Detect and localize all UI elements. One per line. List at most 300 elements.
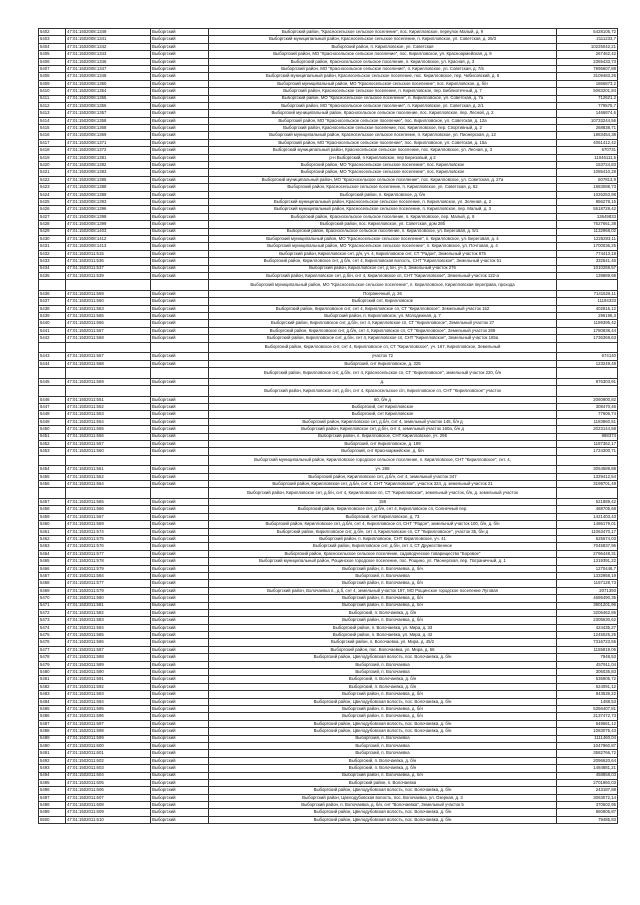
cadastral-value-cell: 268838,71 (557, 125, 618, 132)
district-cell: Выборгский (151, 132, 209, 139)
table-row (39, 95, 618, 102)
address-cell: Выборгский район, Цвелодубовская волость, пос. Волочаевка, д. б/н (209, 698, 557, 705)
cadastral-number-cell: 47:01:1502008:1385 (66, 176, 151, 183)
cadastral-number-cell: 47:01:1502011:602 (66, 757, 151, 764)
row-number-cell: 5426 (39, 206, 66, 213)
district-cell: Выборгский (151, 418, 209, 425)
table-row (39, 58, 618, 65)
table-row (39, 235, 618, 242)
table-row (39, 360, 618, 367)
cadastral-number-cell: 47:01:1502011:579 (66, 565, 151, 572)
address-cell: Выборгский, снт Кирилловское (209, 411, 557, 418)
district-cell (151, 342, 209, 353)
row-number-cell (39, 342, 66, 353)
cadastral-number-cell: 47:01:1502011:566 (66, 506, 151, 513)
cadastral-number-cell: 47:01:1502011:539 (66, 272, 151, 279)
cadastral-number-cell: 47:01:1502011:565 (66, 499, 151, 506)
address-cell: Выборгский, п. Волочаевка (209, 742, 557, 749)
address-cell: Выборгский район, п. Волочаевка, д. б/н (209, 713, 557, 720)
cadastral-value-cell: 10733244,56 (557, 117, 618, 124)
table-row (39, 595, 618, 602)
row-number-cell: 5410 (39, 88, 66, 95)
address-cell: Выборгский район, Красносельское сельское поселение, п. Кирилловское, ул. Красная, д. 3 (209, 58, 557, 65)
cadastral-number-cell: 47:01:1502008:1368 (66, 125, 151, 132)
district-cell: Выборгский (151, 176, 209, 183)
cadastral-number-cell: 47:01:1502008:1350 (66, 80, 151, 87)
cadastral-value-cell: 11063470,17 (557, 528, 618, 535)
address-cell: Выборгский район, п. Кирилловское, СНТ Кирилловское, уч. 295 (209, 433, 557, 440)
row-number-cell: 5438 (39, 305, 66, 312)
district-cell: Выборгский (151, 403, 209, 410)
table-row (39, 162, 618, 169)
table-row (39, 206, 618, 213)
row-number-cell: 5485 (39, 705, 66, 712)
row-number-cell: 5421 (39, 169, 66, 176)
table-row (39, 396, 618, 403)
cadastral-value-cell (557, 385, 618, 396)
district-cell: Выборгский (151, 29, 209, 36)
district-cell: Выборгский (151, 816, 209, 823)
cadastral-number-cell: 47:01:1502011:583 (66, 617, 151, 624)
table-row (39, 565, 618, 572)
cadastral-value-cell: 1245025,25 (557, 632, 618, 639)
cadastral-number-cell: 47:01:1502011:569 (66, 521, 151, 528)
district-cell: Выборгский (151, 617, 209, 624)
row-number-cell: 5484 (39, 698, 66, 705)
cadastral-value-cell: 370502,95 (557, 802, 618, 809)
district-cell: Выборгский (151, 809, 209, 816)
address-cell: Выборгский район, Цвелодубовская волость, пос. Волочаевка, д. б/н (209, 816, 557, 823)
district-cell: Выборгский (151, 669, 209, 676)
table-row (39, 433, 618, 440)
district-cell: Выборгский (151, 213, 209, 220)
row-number-cell: 5433 (39, 258, 66, 265)
cadastral-value-cell: 267462,42 (557, 51, 618, 58)
district-cell: Выборгский (151, 550, 209, 557)
table-row (39, 169, 618, 176)
district-cell: Выборгский (151, 691, 209, 698)
cadastral-value-cell: 1167128,73 (557, 580, 618, 587)
row-number-cell (39, 455, 66, 466)
table-row (39, 132, 618, 139)
district-cell: Выборгский (151, 742, 209, 749)
cadastral-value-cell: 4686490,35 (557, 595, 618, 602)
address-cell: Выборгский район, Кирилловское снт, д.б/н, снт 4, Красносельское сп, СТ "Кирилловское", земельный участок 220, б/н (209, 367, 557, 378)
address-cell: Выборгский район, п. Волочаевка, д. б/н (209, 580, 557, 587)
cadastral-value-cell: 123249,48 (557, 360, 618, 367)
row-number-cell: 5459 (39, 513, 66, 520)
district-cell: Выборгский (151, 528, 209, 535)
table-row (39, 558, 618, 565)
address-cell: Выборгский снт, Кирилловское (209, 298, 557, 305)
address-cell: Выборгский район, МО "Красносельское сельское поселение", п. Кирилловское, ул. Советская, д. 2/1 (209, 102, 557, 109)
district-cell: Выборгский (151, 36, 209, 43)
cadastral-number-cell: 47:01:1502008:1396 (66, 206, 151, 213)
table-row (39, 757, 618, 764)
table-row (39, 735, 618, 742)
row-number-cell: 5475 (39, 632, 66, 639)
district-cell: Выборгский (151, 661, 209, 668)
cadastral-value-cell: 488705,68 (557, 506, 618, 513)
address-cell: Выборгский район, МО "Красносельское сельское поселение", пос. Кирилловское (209, 162, 557, 169)
district-cell: Выборгский (151, 632, 209, 639)
district-cell: Выборгский (151, 221, 209, 228)
cadastral-number-cell: 47:01:1502011:591 (66, 676, 151, 683)
table-row (39, 728, 618, 735)
district-cell: Выборгский (151, 676, 209, 683)
row-number-cell: 5434 (39, 265, 66, 272)
cadastral-value-cell: 2111233,7 (557, 36, 618, 43)
district-cell: Выборгский (151, 802, 209, 809)
district-cell: Выборгский (151, 206, 209, 213)
cadastral-value-cell: 1010259,57 (557, 265, 618, 272)
district-cell: Выборгский (151, 705, 209, 712)
row-number-cell: 5411 (39, 95, 66, 102)
cadastral-value-cell: 7995607,88 (557, 65, 618, 72)
address-cell: Выборгский муниципальный район, Красносельское сельское поселение, пос. Кирилловское, пер. Чибисовский, д. 8 (209, 73, 557, 80)
address-cell: Выборгский район, Красносельское сельское поселение, садоводческое товарищество "Боровое" (209, 550, 557, 557)
row-number-cell: 5500 (39, 816, 66, 823)
district-cell: Выборгский (151, 102, 209, 109)
table-row (39, 654, 618, 661)
address-cell: Выборгский район, п. Волочаевка, ул. Мира, д. 33 (209, 624, 557, 631)
address-cell: Выборгский район, Волочаевка п., д.б, снт 4, земельный участок 197, МО Рощинское городское поселение Луговая (209, 587, 557, 594)
row-number-cell: 5429 (39, 228, 66, 235)
table-row (39, 632, 618, 639)
cadastral-number-cell: 47:01:1502011:606 (66, 787, 151, 794)
row-number-cell: 5425 (39, 198, 66, 205)
district-cell: Выборгский (151, 624, 209, 631)
row-number-cell: 5423 (39, 184, 66, 191)
table-row (39, 327, 618, 334)
table-row (39, 110, 618, 117)
cadastral-number-cell: 47:01:1502011:595 (66, 705, 151, 712)
cadastral-value-cell: 1866873,2 (557, 80, 618, 87)
district-cell: Выборгский (151, 51, 209, 58)
table-row (39, 455, 618, 466)
district-cell: Выборгский (151, 335, 209, 342)
table-row (39, 720, 618, 727)
table-row (39, 272, 618, 279)
district-cell: Выборгский (151, 258, 209, 265)
address-cell: Выборгский, п. Волочаевка, д. б/н (209, 757, 557, 764)
row-number-cell: 5417 (39, 139, 66, 146)
table-row (39, 609, 618, 616)
row-number-cell: 5445 (39, 378, 66, 385)
address-cell: Выборгский район, п. Волочаевка, д. б/н (209, 691, 557, 698)
address-cell: уч. 288 (209, 466, 557, 473)
row-number-cell: 5427 (39, 213, 66, 220)
row-number-cell: 5467 (39, 572, 66, 579)
row-number-cell: 5470 (39, 595, 66, 602)
table-row (39, 580, 618, 587)
address-cell: Выборгский, снт Кирилловское, д. 325 (209, 360, 557, 367)
district-cell: Выборгский (151, 720, 209, 727)
cadastral-value-cell: 5518728,42 (557, 206, 618, 213)
table-row (39, 73, 618, 80)
address-cell: Выборгский, п. Волочаевка, д. б/н (209, 683, 557, 690)
address-cell: Выборгский район, МО "Красносельское сельское поселение", пос. Кирилловское, ул. Красноармейская, д. 9 (209, 51, 557, 58)
cadastral-value-cell: 5428105,72 (557, 29, 618, 36)
cadastral-number-cell: 47:01:1502011:581 (66, 602, 151, 609)
row-number-cell: 5414 (39, 117, 66, 124)
table-row (39, 765, 618, 772)
table-row (39, 587, 618, 594)
table-row (39, 320, 618, 327)
address-cell: Выборгский муниципальный район, Рощинское городское поселение, пос. Рощино, ул. Пионерская, пер. Пограничный, д. 1 (209, 558, 557, 565)
cadastral-value-cell: 1329412,54 (557, 473, 618, 480)
address-cell: Выборгский, п. Волочаевка (209, 669, 557, 676)
address-cell: Выборгский район, Кирилловское снт, снт 4, Кирилловское сп, СТ "Кирилловское", Земельный участок 152 (209, 305, 557, 312)
cadastral-value-cell (557, 455, 618, 466)
row-number-cell: 5430 (39, 235, 66, 242)
row-number-cell: 5409 (39, 80, 66, 87)
table-row (39, 521, 618, 528)
address-cell: Выборгский район, Кирилловское снт, д/н, уч. 4, Кирилловское снт, СТ "Радон", Земельный участок 875 (209, 250, 557, 257)
row-number-cell: 5413 (39, 110, 66, 117)
cadastral-number-cell: 47:01:1502011:600 (66, 742, 151, 749)
district-cell: Выборгский (151, 191, 209, 198)
cadastral-number-cell: 47:01:1502011:576 (66, 543, 151, 550)
district-cell: Выборгский (151, 587, 209, 594)
table-row (39, 36, 618, 43)
row-number-cell: 5419 (39, 154, 66, 161)
address-cell: Выборгский район, п. Волочаевка, д. б/н (209, 772, 557, 779)
district-cell: Выборгский (151, 698, 209, 705)
cadastral-value-cell: 843536,22 (557, 691, 618, 698)
district-cell: Выборгский (151, 198, 209, 205)
row-number-cell: 5483 (39, 691, 66, 698)
row-number-cell: 5418 (39, 147, 66, 154)
address-cell: Выборгский район, МО "Красносельское сельское поселение", п. Кирилловское, ул. Советская, д. 7а (209, 95, 557, 102)
row-number-cell: 5441 (39, 327, 66, 334)
row-number-cell: 5476 (39, 639, 66, 646)
row-number-cell: 5463 (39, 543, 66, 550)
address-cell: Выборгский район, МО "Красносельское сельское поселение", пос. Кирилловское, ул. Советская, д. 15а (209, 139, 557, 146)
district-cell: Выборгский (151, 360, 209, 367)
table-row (39, 772, 618, 779)
district-cell: Выборгский (151, 772, 209, 779)
address-cell: Выборгский район, п. Волочаевка, д. б/н (209, 595, 557, 602)
address-cell: Выборгский район, Цвелодубовская волость, пос. Волочаевка, д. б/н (209, 787, 557, 794)
table-row (39, 513, 618, 520)
address-cell: Выборгский район, Кирилловское снт, д.б/н, снт 4, Красносельское с/п, Кирилловское сп, СНТ "Кирилловское" участок (209, 385, 557, 396)
district-cell: Выборгский (151, 228, 209, 235)
cadastral-value-cell: 712621,2 (557, 95, 618, 102)
row-number-cell: 5420 (39, 162, 66, 169)
cadastral-value-cell: 1183860,51 (557, 418, 618, 425)
cadastral-number-cell: 47:01:1502011:594 (66, 698, 151, 705)
cadastral-value-cell: 79485,83 (557, 816, 618, 823)
address-cell: Выборгский, п. Волочаевка (209, 750, 557, 757)
cadastral-value-cell: 308470,46 (557, 403, 618, 410)
address-cell: Выборгский район, Кирилловское снт, д.б/н, снт 4, Кирилловское сп, СНТ "Радон", земельный участок 100, б/н, д. б/н (209, 521, 557, 528)
cadastral-number-cell: 47:01:1502011:604 (66, 772, 151, 779)
address-cell: Выборгский муниципальный район, Красносельское сельское поселение, п. Кирилловское, ул. Пионерская, д. 12 (209, 132, 557, 139)
cadastral-number-cell (66, 367, 151, 378)
district-cell: Выборгский (151, 713, 209, 720)
address-cell: Выборгский муниципальный район, Красносельское сельское поселение, п. Кирилловское, ул. Зеленая, д. 2 (209, 198, 557, 205)
cadastral-number-cell: 47:01:1502011:607 (66, 794, 151, 801)
address-cell: Выборгский район, п. Волочаевка, д. б/н (209, 617, 557, 624)
table-row (39, 298, 618, 305)
row-number-cell: 5456 (39, 481, 66, 488)
address-cell: Выборгский, п. Волочаевка, д. б/н (209, 676, 557, 683)
district-cell: Выборгский (151, 466, 209, 473)
district-cell: Выборгский (151, 184, 209, 191)
cadastral-number-cell (66, 280, 151, 291)
address-cell: Выборгский район, Красносельское сельское поселение, пос. Кирилловское, пер. Спортивный, д. 2 (209, 125, 557, 132)
cadastral-value-cell (557, 488, 618, 499)
table-row (39, 65, 618, 72)
address-cell: р-н Выборгский, п Кирилловское, пер Березовый, д 2 (209, 154, 557, 161)
address-cell: Выборгский район, Красносельское сельское поселение, п. Кирилловское, ул. Советская, д. 52 (209, 184, 557, 191)
district-cell: Выборгский (151, 448, 209, 455)
cadastral-number-cell: 47:01:1502011:577 (66, 580, 151, 587)
row-number-cell: 5462 (39, 536, 66, 543)
cadastral-number-cell: 47:01:1502011:566 (66, 320, 151, 327)
cadastral-number-cell: 47:01:1502008:1393 (66, 198, 151, 205)
cadastral-value-cell: 860905,87 (557, 809, 618, 816)
cadastral-value-cell: 296196,3 (557, 313, 618, 320)
table-row (39, 213, 618, 220)
cadastral-value-cell: 670731 (557, 147, 618, 154)
address-cell: Выборгский, п. Волочаевка (209, 572, 557, 579)
address-cell: Выборгский район, п. Кирилловское, ул. Молодежная, д. 7 (209, 313, 557, 320)
cadastral-value-cell: 1736368,63 (557, 335, 618, 342)
table-row (39, 176, 618, 183)
address-cell: Выборгский район, Кирилловское снт, снт 4, Кирилловское сп, СТ "Кирилловское", уч. 167, Кирилловское, Земельный (209, 342, 557, 353)
row-number-cell: 5478 (39, 654, 66, 661)
cadastral-number-cell: 47:01:1502008:1369 (66, 132, 151, 139)
address-cell: Выборгский район, пос. Кирилловское, ул. Советская, дом 28б (209, 221, 557, 228)
cadastral-number-cell: 47:01:1502011:537 (66, 265, 151, 272)
cadastral-value-cell: 1225283,11 (557, 235, 618, 242)
cadastral-value-cell: 3109483,26 (557, 73, 618, 80)
cadastral-value-cell: 1700036,25 (557, 243, 618, 250)
cadastral-value-cell: 7948,53 (557, 654, 618, 661)
row-number-cell (39, 488, 66, 499)
cadastral-number-cell: 47:01:1502011:563 (66, 305, 151, 312)
cadastral-number-cell (66, 342, 151, 353)
cadastral-number-cell: 47:01:1502011:567 (66, 513, 151, 520)
address-cell: Выборгский район, Цвелодубовская волость, пос. Волочаевка, д. б/н (209, 809, 557, 816)
district-cell: Выборгский (151, 272, 209, 279)
address-cell: Выборгский район, п. Волочаевка, д. б/н (209, 565, 557, 572)
table-row (39, 125, 618, 132)
address-cell: Выборгский муниципальный район, Красносельское сельское поселение, п. Кирилловское, пер. Малый, д. 3 (209, 206, 557, 213)
table-row (39, 550, 618, 557)
cadastral-value-cell: 3582766,72 (557, 750, 618, 757)
row-number-cell: 5468 (39, 580, 66, 587)
cadastral-number-cell: 47:01:1502011:568 (66, 360, 151, 367)
district-cell (151, 455, 209, 466)
cadastral-number-cell: 47:01:1502011:560 (66, 298, 151, 305)
cadastral-number-cell: 47:01:1502011:596 (66, 713, 151, 720)
district-cell: Выборгский (151, 235, 209, 242)
cadastral-number-cell: 47:01:1502011:564 (66, 481, 151, 488)
district-cell: Выборгский (151, 88, 209, 95)
table-row (39, 258, 618, 265)
district-cell: Выборгский (151, 433, 209, 440)
table-row (39, 750, 618, 757)
cadastral-value-cell: 424435,27 (557, 624, 618, 631)
table-row (39, 473, 618, 480)
table-row (39, 506, 618, 513)
table-row (39, 51, 618, 58)
address-cell: Выборгский район, п. Кирилловское, ул. Советская (209, 43, 557, 50)
address-cell: Выборгский район, п. Волочаевка, д. б/н (209, 602, 557, 609)
cadastral-value-cell: 10225042,21 (557, 43, 618, 50)
table-row (39, 787, 618, 794)
row-number-cell: 5407 (39, 65, 66, 72)
district-cell: Выборгский (151, 543, 209, 550)
address-cell: д. (209, 378, 557, 385)
row-number-cell: 5439 (39, 313, 66, 320)
cadastral-value-cell: 139889,68 (557, 272, 618, 279)
address-cell: Выборгский район, Кирилловское снт, д.б/н, снт 4, СНТ "Кирилловское", участок 324, д. земельный участок 21 (209, 481, 557, 488)
address-cell: Выборгский район, Кирилловское снт, д б/н, снт 4, Кирилловская волость, СНТ "Кирилловское", Земельный участок 51 (209, 258, 557, 265)
table-row (39, 639, 618, 646)
cadastral-value-cell: 1421403,43 (557, 513, 618, 520)
cadastral-value-cell: 988374 (557, 433, 618, 440)
cadastral-value-cell: 7627661,38 (557, 221, 618, 228)
district-cell: Выборгский (151, 154, 209, 161)
row-number-cell: 5442 (39, 335, 66, 342)
table-row (39, 742, 618, 749)
table-row (39, 385, 618, 396)
table-row (39, 147, 618, 154)
district-cell: Выборгский (151, 169, 209, 176)
table-row (39, 602, 618, 609)
table-row (39, 448, 618, 455)
cadastral-number-cell: 47:01:1502008:1356 (66, 102, 151, 109)
table-row (39, 290, 618, 297)
address-cell: Выборгский, снт Кирилловское (209, 403, 557, 410)
cadastral-number-cell: 47:01:1502011:588 (66, 654, 151, 661)
address-cell: Выборгский район, п. Волочаевка (209, 779, 557, 786)
table-row (39, 466, 618, 473)
table-row (39, 536, 618, 543)
row-number-cell: 5464 (39, 550, 66, 557)
district-cell: Выборгский (151, 735, 209, 742)
cadastral-value-cell: 1047960,87 (557, 742, 618, 749)
cadastral-value-cell: 7141626,11 (557, 290, 618, 297)
cadastral-number-cell (66, 488, 151, 499)
address-cell: Выборгский район, МО "Красносельское сельское поселение", пос. Кирилловское, ул. Советская, д. 12а (209, 117, 557, 124)
row-number-cell: 5499 (39, 809, 66, 816)
cadastral-number-cell: 47:01:1502011:562 (66, 473, 151, 480)
cadastral-value-cell: 1488,53 (557, 698, 618, 705)
district-cell: Выборгский (151, 110, 209, 117)
cadastral-number-cell: 47:01:1502011:555 (66, 426, 151, 433)
address-cell: Выборгский район, п. Волочаевка, д. б/н (209, 705, 557, 712)
cadastral-value-cell: 3054589,88 (557, 466, 618, 473)
row-number-cell: 5487 (39, 720, 66, 727)
cadastral-number-cell: 47:01:1502008:1349 (66, 29, 151, 36)
address-cell: Выборгский район, Кирилловское снт, д.б/н, снт 4, Кирилловское сп, СТ "Кирилловское", участок 35, б/н д (209, 528, 557, 535)
table-row (39, 488, 618, 499)
cadastral-value-cell: 625674,03 (557, 536, 618, 543)
row-number-cell: 5461 (39, 528, 66, 535)
table-row (39, 29, 618, 36)
district-cell: Выборгский (151, 80, 209, 87)
address-cell: 60, б/н д (209, 396, 557, 403)
table-row (39, 499, 618, 506)
cadastral-value-cell: 1189395,42 (557, 320, 618, 327)
address-cell: Выборгский муниципальный район, Кирилловское городское сельское поселение, п. Кирилловское, СНТ "Кирилловское", снт. 4, (209, 455, 557, 466)
cadastral-number-cell: 47:01:1502011:560 (66, 448, 151, 455)
